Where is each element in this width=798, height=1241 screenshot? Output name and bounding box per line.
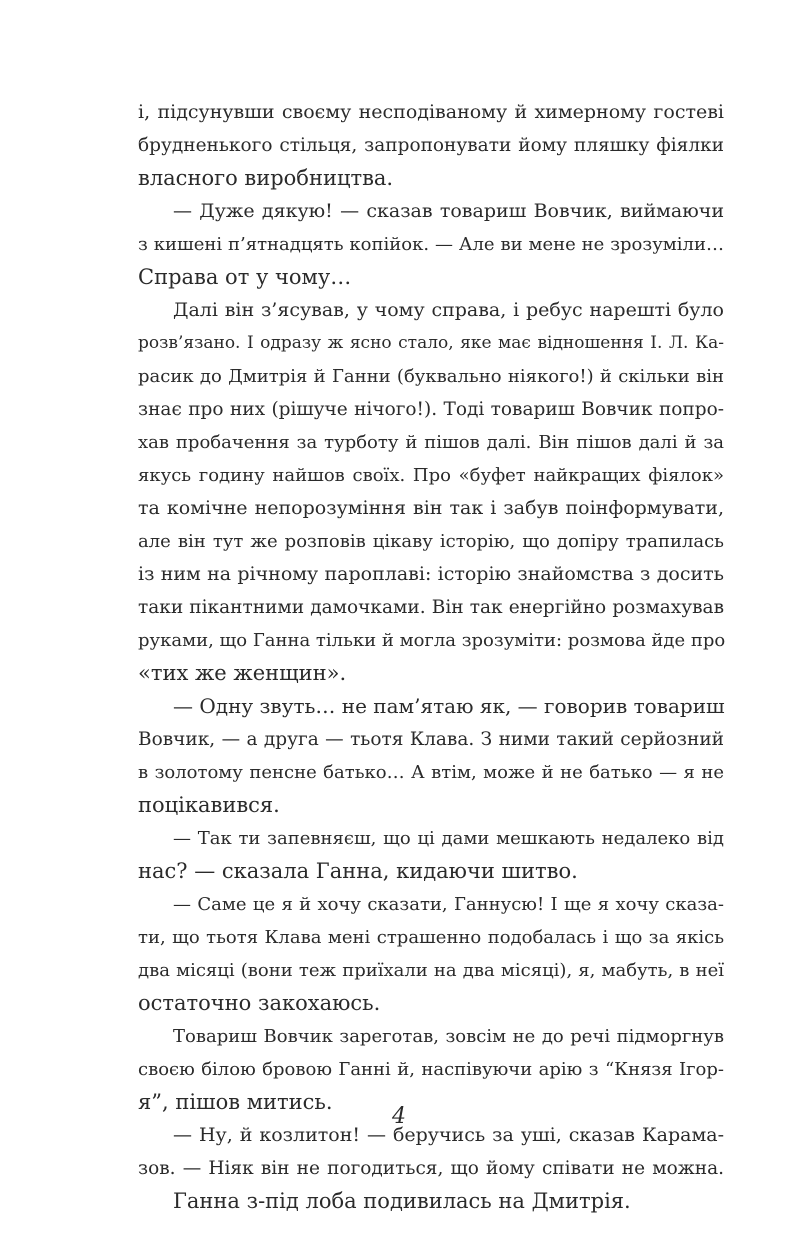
text-line: ти, що тьотя Клава мені страшенно подобалась і що за якісь [138,927,724,948]
text-line: Товариш Вовчик зареготав, зовсім не до речі підморгнув [173,1026,724,1047]
page-number: 4 [392,1104,406,1129]
text-line: та комічне непорозуміння він так і забув поінформувати, [138,497,724,519]
text-line: — Одну звуть… не пам’ятаю як, — говорив товариш [173,694,725,718]
text-line: брудненького стільця, запропонувати йому пляшку фіялки [138,135,724,156]
text-line: зов. — Ніяк він не погодиться, що йому співати не можна. [138,1158,724,1179]
text-line: але він тут же розповів цікаву історію, що допіру трапилась [138,531,724,552]
text-line: Вовчик, — а друга — тьотя Клава. З ними такий серйозний [138,729,724,750]
text-line: з кишені п’ятнадцять копійок. — Але ви мене не зрозуміли… [138,234,724,255]
text-line: Справа от у чому… [138,265,352,289]
text-line: своєю білою бровою Ганні й, наспівуючи арію з “Князя Ігор- [138,1059,724,1080]
text-line: расик до Дмитрія й Ганни (буквально ніякого!) й скільки він [138,366,724,387]
text-line: — Ну, й козлитон! — беручись за уші, сказав Карама- [173,1124,724,1146]
text-line: остаточно закохаюсь. [138,991,381,1015]
text-line: — Дуже дякую! — сказав товариш Вовчик, виймаючи [173,200,724,222]
text-line: — Так ти запевняєш, що ці дами мешкають недалеко від [173,828,724,849]
text-line: я”, пішов митись. [138,1090,333,1114]
text-line: власного виробництва. [138,166,394,190]
text-line: знає про них (рішуче нічого!). Тоді товариш Вовчик попро- [138,399,724,420]
text-line: два місяці (вони теж приїхали на два місяці), я, мабуть, в неї [138,960,724,981]
text-line: із ним на річному пароплаві: історію знайомства з досить [138,563,724,585]
text-line: розв’язано. І одразу ж ясно стало, яке має відношення І. Л. Ка- [138,333,724,353]
text-line: Ганна з-під лоба подивилась на Дмитрія. [173,1189,631,1213]
text-line: якусь годину найшов своїх. Про «буфет найкращих фіялок» [138,465,724,486]
text-line: — Саме це я й хочу сказати, Ганнусю! І ще я хочу сказа- [173,894,724,915]
text-line: хав пробачення за турботу й пішов далі. Він пішов далі й за [138,432,724,453]
text-line: нас? — сказала Ганна, кидаючи шитво. [138,859,578,883]
text-line: руками, що Ганна тільки й могла зрозуміти: розмова йде про [138,630,726,651]
text-line: поцікавився. [138,793,280,817]
text-line: Далі він з’ясував, у чому справа, і ребус нарешті було [173,299,724,321]
page-text [138,96,724,1218]
text-line: «тих же женщин». [138,661,347,685]
text-line: в золотому пенсне батько… А втім, може й не батько — я не [138,762,724,783]
text-line: і, підсунувши своєму несподіваному й химерному гостеві [138,101,724,123]
text-line: таки пікантними дамочками. Він так енергійно розмахував [138,597,724,618]
